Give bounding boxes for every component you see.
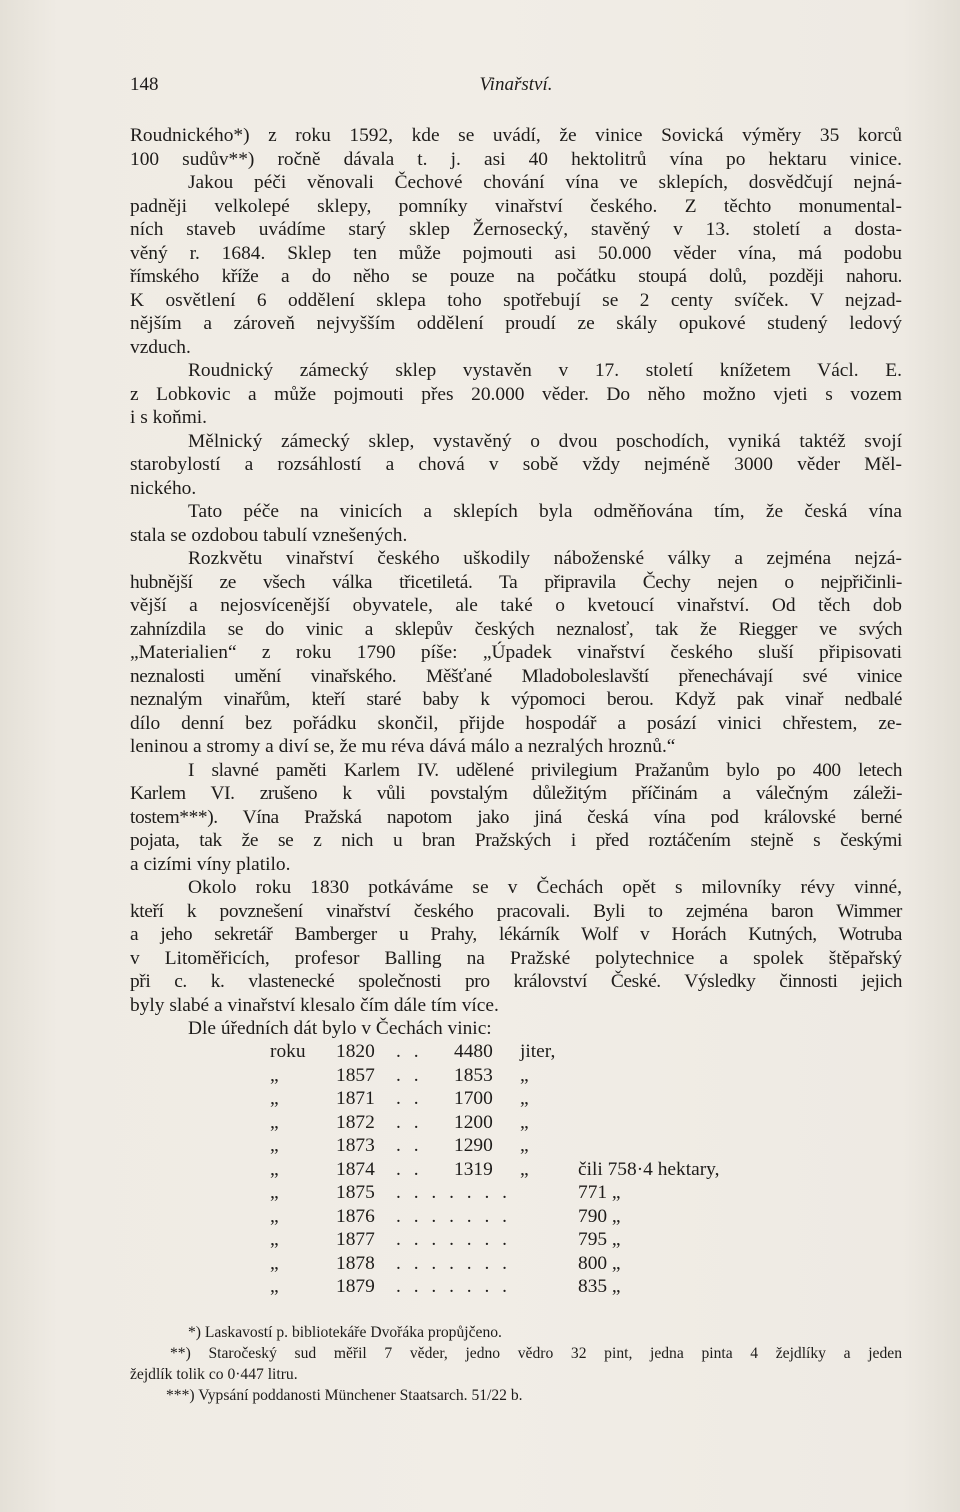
text-line: Okolo roku 1830 potkáváme se v Čechách opět s milovníky révy vinné, — [188, 877, 902, 898]
row-alt: 800 „ — [578, 1252, 621, 1274]
row-leader: . . — [396, 1158, 423, 1180]
row-leader: . . — [396, 1111, 423, 1133]
text-line: hubnější ze všech válka třicetiletá. Ta připravila Čechy nejen o nejpřičinli- — [130, 571, 902, 593]
row-year: 1874 — [336, 1158, 375, 1180]
vineyard-area-table — [270, 1040, 830, 1299]
text-line: neznalým vinařům, kteří staré baby k výpomoci berou. Když pak vinař nedbalé — [130, 689, 902, 710]
row-unit: „ — [520, 1135, 529, 1156]
page-number: 148 — [130, 74, 159, 95]
row-area: 1200 — [454, 1111, 493, 1133]
row-alt: čili 758·4 hektary, — [578, 1158, 720, 1180]
text-line: nějším a zároveň nejvyšším oddělení proudí ze skály opukové studený ledový — [130, 313, 902, 334]
text-line: tostem***). Vína Pražská napotom jako jiná česká vína pod královské berné — [130, 806, 902, 828]
row-area: 4480 — [454, 1041, 493, 1062]
row-year: 1857 — [336, 1064, 375, 1086]
row-leader: . . . . . . . — [396, 1252, 512, 1274]
row-area: 1853 — [454, 1064, 493, 1086]
row-alt: 771 „ — [578, 1182, 621, 1203]
text-line: Jakou péči věnovali Čechové chování vína ve sklepích, dosvědčují nejná- — [188, 172, 902, 193]
text-line: padněji velkolepé sklepy, pomníky vinařství českého. Z těchto monumental- — [130, 195, 902, 217]
row-label: „ — [270, 1205, 279, 1227]
text-line: I slavné paměti Karlem IV. udělené privilegium Pražanům bylo po 400 letech — [188, 759, 902, 781]
row-label: „ — [270, 1064, 279, 1086]
running-title: Vinařství. — [479, 74, 553, 95]
row-leader: . . . . . . . — [396, 1205, 512, 1227]
row-label: „ — [270, 1182, 279, 1203]
text-line: při c. k. vlastenecké společnosti pro království České. Výsledky činnosti jejich — [130, 971, 902, 992]
table-row — [270, 1111, 830, 1135]
text-line: ních staveb uvádíme starý sklep Žernosecký, stavěný v 13. století a dosta- — [130, 219, 902, 240]
table-row — [270, 1181, 830, 1205]
row-year: 1875 — [336, 1182, 375, 1203]
row-label: „ — [270, 1158, 279, 1180]
row-year: 1878 — [336, 1252, 375, 1274]
text-line: Dle úředních dát bylo v Čechách vinic: — [188, 1018, 492, 1039]
text-line: neznalosti umění vinařského. Měšťané Mladoboleslavští přenechávají své vinice — [130, 665, 902, 687]
row-year: 1879 — [336, 1276, 375, 1297]
row-label: „ — [270, 1135, 279, 1156]
text-line: zahnízdila se do vinic a sklepův českých neznalosť, tak že Riegger ve svých — [130, 618, 902, 640]
row-year: 1872 — [336, 1111, 375, 1133]
text-line: Rozkvětu vinařství českého uškodily náboženské války a zejména nejzá- — [188, 548, 902, 569]
row-unit: „ — [520, 1158, 529, 1180]
row-alt: 795 „ — [578, 1229, 621, 1250]
text-line: římského kříže a do něho se pouze na počátku stoupá dolů, později nahoru. — [130, 266, 902, 287]
text-line: a jeho sekretář Bamberger u Prahy, lékárník Wolf v Horách Kutných, Wotruba — [130, 924, 902, 945]
row-leader: . . . . . . . — [396, 1276, 512, 1297]
text-line: Roudnického*) z roku 1592, kde se uvádí, že vinice Sovická výměry 35 korců — [130, 125, 902, 146]
text-line: starobylostí a rozsáhlostí a chová v sobě vždy nejméně 3000 věder Měl- — [130, 454, 902, 475]
row-unit: jiter, — [520, 1041, 556, 1062]
row-year: 1871 — [336, 1088, 375, 1109]
row-leader: . . . . . . . — [396, 1182, 512, 1203]
row-unit: „ — [520, 1111, 529, 1133]
table-row — [270, 1087, 830, 1111]
row-leader: . . — [396, 1064, 423, 1086]
table-row — [270, 1275, 830, 1299]
footnote-2-continued: žejdlík tolik co 0·447 litru. — [130, 1366, 298, 1383]
text-line: věný r. 1684. Sklep ten může pojmouti asi 50.000 věder vína, má podobu — [130, 242, 902, 264]
row-label: „ — [270, 1252, 279, 1274]
row-label: „ — [270, 1088, 279, 1109]
row-leader: . . — [396, 1135, 423, 1156]
text-line: nického. — [130, 477, 197, 499]
text-line: vější a nejosvícenější obyvatele, ale také o kvetoucí vinařství. Od těch dob — [130, 595, 902, 616]
text-line: Roudnický zámecký sklep vystavěn v 17. století knížetem Václ. E. — [188, 360, 902, 381]
text-line: pojata, tak že se z nich u bran Pražských i před roztáčením stejně s českými — [130, 830, 902, 851]
text-line: leninou a stromy a diví se, že mu réva dává málo a nezralých hroznů.“ — [130, 736, 676, 757]
footnote-1: *) Laskavostí p. bibliotekáře Dvořáka propůjčeno. — [188, 1324, 502, 1341]
text-line: i s koňmi. — [130, 407, 208, 428]
text-line: 100 sudův**) ročně dávala t. j. asi 40 hektolitrů vína po hektaru vinice. — [130, 148, 902, 170]
row-alt: 790 „ — [578, 1205, 621, 1227]
row-leader: . . . . . . . — [396, 1229, 512, 1250]
text-line: Mělnický zámecký sklep, vystavěný o dvou poschodích, vyniká taktéž svojí — [188, 430, 902, 452]
row-label: „ — [270, 1229, 279, 1250]
footnote-2: **) Staročeský sud měřil 7 věder, jedno vědro 32 pint, jedna pinta 4 žejdlíky a jeden — [170, 1345, 902, 1362]
text-line: K osvětlení 6 oddělení sklepa toho spotřebují se 2 centy svíček. V nejzad- — [130, 289, 902, 311]
table-row — [270, 1252, 830, 1276]
row-year: 1820 — [336, 1041, 375, 1062]
row-area: 1319 — [454, 1158, 493, 1180]
footnotes — [130, 1322, 902, 1406]
text-line: „Materialien“ z roku 1790 píše: „Úpadek vinařství českého sluší připisovati — [130, 642, 902, 663]
row-label: „ — [270, 1111, 279, 1133]
table-row — [270, 1205, 830, 1229]
text-line: dílo denní bez pořádku skončil, přijde hospodář a posází vinici chřestem, ze- — [130, 712, 902, 734]
row-leader: . . — [396, 1041, 423, 1062]
text-line: vzduch. — [130, 336, 191, 358]
text-line: Tato péče na vinicích a sklepích byla odměňována tím, že česká vína — [188, 501, 902, 522]
row-year: 1873 — [336, 1135, 375, 1156]
row-label: roku — [270, 1041, 306, 1062]
text-line: stala se ozdobou tabulí vznešených. — [130, 524, 408, 546]
table-row — [270, 1228, 830, 1252]
row-label: „ — [270, 1276, 279, 1297]
text-line: v Litoměřicích, profesor Balling na Pražské polytechnice a spolek štěpařský — [130, 947, 902, 969]
table-row — [270, 1134, 830, 1158]
page-header — [130, 74, 902, 98]
text-line: Karlem VI. zrušeno k vůli povstalým důležitým příčinám a válečným záleži- — [130, 783, 902, 804]
row-area: 1290 — [454, 1135, 493, 1156]
table-row — [270, 1064, 830, 1088]
body-text — [130, 124, 902, 1041]
row-unit: „ — [520, 1088, 529, 1109]
text-line: kteří k povznešení vinařství českého pracovali. Byli to zejména baron Wimmer — [130, 900, 902, 922]
footnote-3: ***) Vypsání poddanosti Münchener Staatsarch. 51/22 b. — [166, 1387, 523, 1404]
row-unit: „ — [520, 1064, 529, 1086]
text-line: byly slabé a vinařství klesalo čím dále tím více. — [130, 994, 499, 1016]
text-line: a cizími víny platilo. — [130, 853, 291, 875]
row-year: 1876 — [336, 1205, 375, 1227]
table-row — [270, 1158, 830, 1182]
table-row — [270, 1040, 830, 1064]
row-alt: 835 „ — [578, 1276, 621, 1297]
row-leader: . . — [396, 1088, 423, 1109]
text-line: z Lobkovic a může pojmouti přes 20.000 věder. Do něho možno vjeti s vozem — [130, 383, 902, 405]
row-year: 1877 — [336, 1229, 375, 1250]
row-area: 1700 — [454, 1088, 493, 1109]
